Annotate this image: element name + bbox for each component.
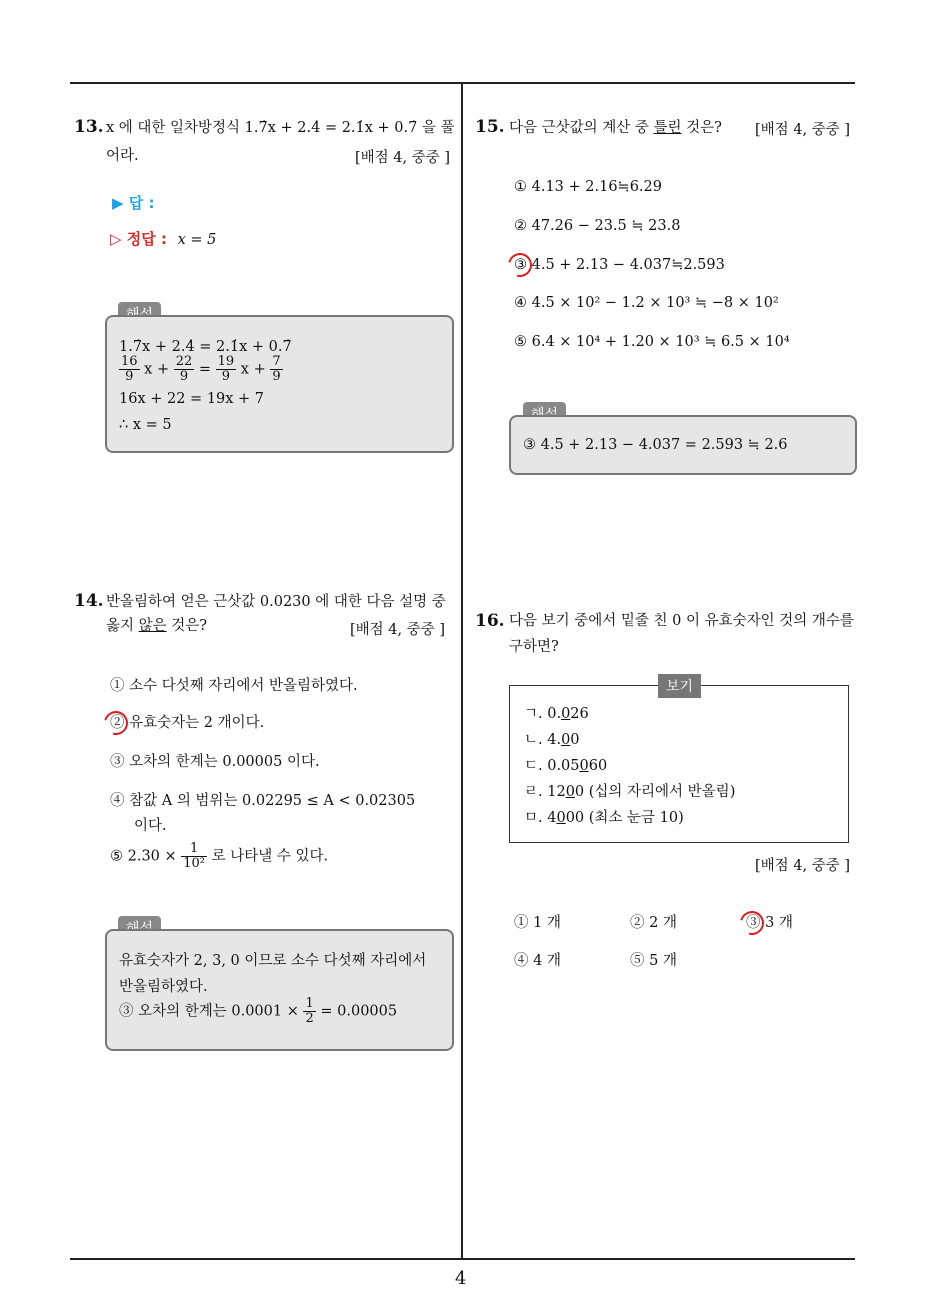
q14-text-line2 xyxy=(106,612,207,640)
q16-bogi-box xyxy=(509,685,849,843)
q14-sol-num: 1 xyxy=(305,996,314,1011)
q15-option-3[interactable]: ③ 4.5 + 2.13 − 4.037≒2.593 xyxy=(514,257,725,273)
q14-option-5[interactable] xyxy=(110,842,328,871)
q14-text-line1: 반올림하여 얻은 근삿값 0.0230 에 대한 다음 설명 중 xyxy=(106,594,446,610)
q13-solution-box xyxy=(105,315,454,453)
q13-sol-term3: x + xyxy=(240,361,266,378)
q13-sol-line4: ∴ x = 5 xyxy=(119,417,172,433)
bogi5-post: 00 (최소 눈금 10) xyxy=(565,810,684,826)
bogi2-post: 0 xyxy=(570,732,580,748)
q14-option-4[interactable]: ④ 참값 A 의 범위는 0.02295 ≤ A < 0.02305 xyxy=(110,793,416,809)
q13-sol-term1: x + xyxy=(144,361,170,378)
top-rule xyxy=(70,82,855,84)
q16-number: 16. xyxy=(475,611,505,631)
bogi4-post: 0 (십의 자리에서 반올림) xyxy=(574,784,736,800)
q13-sol-frac1 xyxy=(119,355,140,384)
q16-bogi-item-5 xyxy=(524,806,684,827)
bogi3-post: 60 xyxy=(588,758,608,774)
q16-bogi-item-1 xyxy=(524,702,589,723)
q13-meta: [배점 4, 중중 ] xyxy=(355,150,451,166)
q16-option-4[interactable]: ④ 4 개 xyxy=(514,953,561,969)
q16-option-3[interactable]: ③ 3 개 xyxy=(746,915,793,931)
q14-sol-den: 2 xyxy=(305,1011,314,1026)
q15-option-2[interactable]: ② 47.26 − 23.5 ≒ 23.8 xyxy=(514,218,681,234)
q15-text-b: 것은? xyxy=(681,120,722,136)
q14-option-3[interactable]: ③ 오차의 한계는 0.00005 이다. xyxy=(110,754,320,770)
frac1-den: 9 xyxy=(125,369,134,384)
q14-sol-l3a: ③ 오차의 한계는 0.0001 × xyxy=(119,1003,299,1020)
q15-text xyxy=(509,114,722,142)
frac4-den: 9 xyxy=(272,369,281,384)
q15-option-4[interactable]: ④ 4.5 × 10² − 1.2 × 10³ ≒ −8 × 10² xyxy=(514,295,779,311)
frac2-den: 9 xyxy=(179,369,189,384)
q14-solution-box xyxy=(105,929,454,1051)
q14-opt5-frac xyxy=(181,842,207,871)
q13-text-line1: x 에 대한 일차방정식 1.7̇x + 2.4̇ = 2.1̇x + 0.7̇ 을 풀 xyxy=(106,120,455,136)
q13-text-line2: 어라. xyxy=(106,148,139,164)
q14-option-2[interactable]: ② 유효숫자는 2 개이다. xyxy=(110,715,265,731)
q13-number: 13. xyxy=(74,117,104,137)
q13-sol-frac3 xyxy=(216,355,237,384)
q14-option-1[interactable]: ① 소수 다섯째 자리에서 반올림하였다. xyxy=(110,678,358,694)
q15-meta: [배점 4, 중중 ] xyxy=(755,122,851,138)
bogi5-underlined: 0 xyxy=(556,810,566,826)
q14-sol-l3b: = 0.00005 xyxy=(320,1003,398,1020)
q13-correct-value: x = 5 xyxy=(177,232,217,248)
frac3-num: 19 xyxy=(217,354,235,369)
q14-sol-frac xyxy=(303,997,315,1026)
q14-opt5-pre: ⑤ 2.30 × xyxy=(110,848,177,865)
q15-text-underlined: 틀린 xyxy=(653,120,682,136)
bogi3-pre: ㄷ. 0.05 xyxy=(524,758,580,774)
q13-correct xyxy=(110,228,216,249)
q16-bogi-item-4 xyxy=(524,780,735,801)
q14-meta: [배점 4, 중중 ] xyxy=(350,622,446,638)
q15-number: 15. xyxy=(475,117,505,137)
q15-sol-line: ③ 4.5 + 2.13 − 4.037 = 2.593 ≒ 2.6 xyxy=(523,437,788,453)
q13-answer-label: ▶ 답 : xyxy=(112,194,155,212)
q14-opt5-post: 로 나타낼 수 있다. xyxy=(211,848,329,865)
page-number: 4 xyxy=(455,1268,467,1289)
bogi1-underlined: 0 xyxy=(561,706,571,722)
q16-bogi-item-2 xyxy=(524,728,580,749)
q16-text-line2: 구하면? xyxy=(509,639,559,655)
frac2-num: 22 xyxy=(175,354,193,369)
q13-sol-frac4 xyxy=(270,355,282,384)
q14-number: 14. xyxy=(74,591,104,611)
q13-correct-label: ▷ 정답 : xyxy=(110,230,167,248)
q13-sol-line2 xyxy=(119,355,283,384)
q14-text-underlined: 않은 xyxy=(138,618,167,634)
q16-bogi-tag: 보기 xyxy=(658,674,701,698)
q13-sol-frac2 xyxy=(174,355,195,384)
bogi1-post: 26 xyxy=(570,706,589,722)
q16-bogi-item-3 xyxy=(524,754,607,775)
q14-text-b: 것은? xyxy=(166,618,208,634)
q15-option-1[interactable]: ① 4.13 + 2.16≒6.29 xyxy=(514,179,662,195)
opt5-num: 1 xyxy=(181,842,207,857)
q14-sol-line1: 유효숫자가 2, 3, 0 이므로 소수 다섯째 자리에서 xyxy=(119,953,427,969)
q14-sol-line3 xyxy=(119,997,397,1026)
bogi4-pre: ㄹ. 12 xyxy=(524,784,566,800)
bogi3-underlined: 0 xyxy=(579,758,589,774)
q13-sol-line1: 1.7̇x + 2.4̇ = 2.1̇x + 0.7̇ xyxy=(119,339,292,355)
q13-sol-term2: = xyxy=(198,361,212,378)
frac1-num: 16 xyxy=(121,354,138,369)
q14-option-4-cont: 이다. xyxy=(134,818,167,834)
bogi5-pre: ㅁ. 4 xyxy=(524,810,557,826)
bogi1-pre: ㄱ. 0. xyxy=(524,706,562,722)
bogi2-underlined: 0 xyxy=(561,732,571,748)
q15-solution-box xyxy=(509,415,857,475)
q16-meta: [배점 4, 중중 ] xyxy=(755,858,851,874)
bottom-rule xyxy=(70,1258,855,1260)
frac4-num: 7 xyxy=(272,354,281,369)
column-divider xyxy=(461,82,463,1260)
q14-sol-line2: 반올림하였다. xyxy=(119,979,208,995)
q14-text-a: 옳지 xyxy=(106,618,139,634)
q16-option-1[interactable]: ① 1 개 xyxy=(514,915,561,931)
q13-sol-line3: 16x + 22 = 19x + 7 xyxy=(119,391,265,407)
frac3-den: 9 xyxy=(221,369,231,384)
q16-option-2[interactable]: ② 2 개 xyxy=(630,915,677,931)
q16-text-line1: 다음 보기 중에서 밑줄 친 0 이 유효숫자인 것의 개수를 xyxy=(509,613,854,629)
q15-text-a: 다음 근삿값의 계산 중 xyxy=(509,120,654,136)
q15-option-5[interactable]: ⑤ 6.4 × 10⁴ + 1.20 × 10³ ≒ 6.5 × 10⁴ xyxy=(514,334,790,350)
q16-option-5[interactable]: ⑤ 5 개 xyxy=(630,953,677,969)
bogi2-pre: ㄴ. 4. xyxy=(524,732,562,748)
bogi4-underlined: 0 xyxy=(565,784,575,800)
opt5-den: 10² xyxy=(183,856,206,871)
